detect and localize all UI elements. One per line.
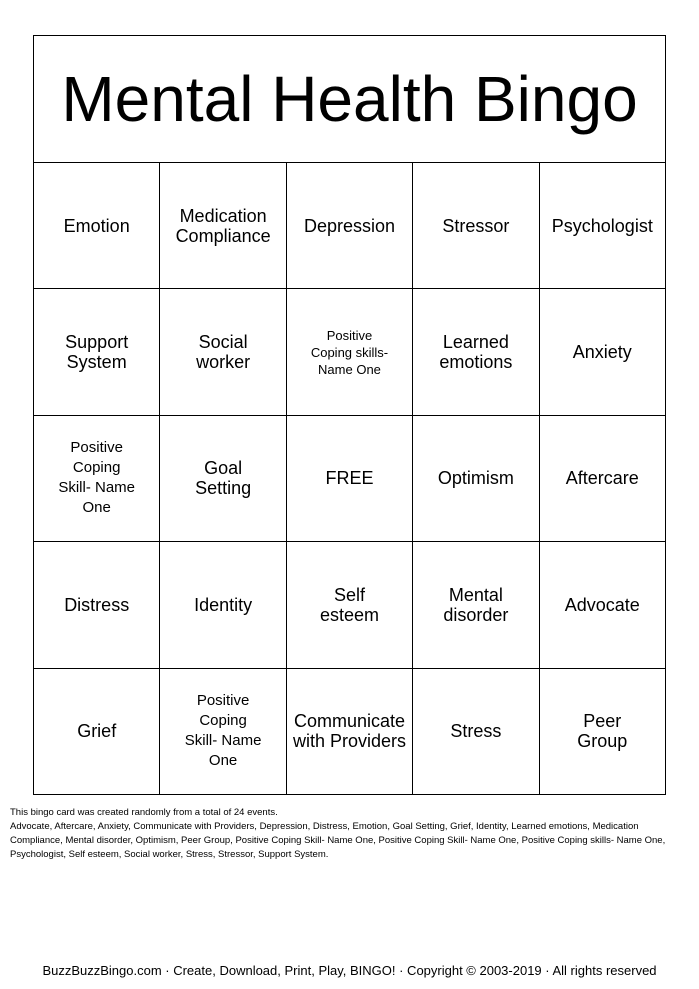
bingo-cell — [287, 163, 413, 289]
cell-label: Positive Coping Skill- Name One — [58, 439, 136, 517]
bingo-cell — [287, 289, 413, 415]
cell-label: Positive Coping skills- Name One — [310, 327, 389, 377]
cell-label: Peer Group — [577, 711, 628, 752]
cell-label: Emotion — [63, 215, 130, 236]
bingo-grid — [34, 163, 666, 795]
cell-label: Goal Setting — [195, 458, 252, 499]
bingo-cell — [160, 163, 286, 289]
bingo-cell — [540, 163, 666, 289]
bingo-cell — [413, 416, 539, 542]
card-title: Mental Health Bingo — [61, 63, 638, 135]
bingo-cell — [540, 542, 666, 668]
bingo-cell — [160, 289, 286, 415]
bingo-cell — [34, 669, 160, 795]
cell-label: Stressor — [442, 215, 510, 236]
bingo-cell — [287, 542, 413, 668]
bingo-cell — [413, 289, 539, 415]
bingo-cell — [160, 669, 286, 795]
bingo-cell — [413, 163, 539, 289]
cell-label: FREE — [325, 468, 374, 489]
cell-label: Advocate — [564, 594, 640, 615]
bingo-cell — [540, 289, 666, 415]
bingo-cell — [540, 669, 666, 795]
note-intro: This bingo card was created randomly from a total of 24 events. — [10, 807, 278, 818]
cell-label: Psychologist — [551, 215, 653, 236]
bingo-cell — [34, 163, 160, 289]
bingo-cell — [160, 542, 286, 668]
cell-label: Learned emotions — [439, 332, 513, 373]
cell-label: Communicate with Providers — [292, 711, 407, 752]
cell-label: Depression — [303, 215, 396, 236]
cell-label: Grief — [77, 721, 117, 742]
bingo-cell — [160, 416, 286, 542]
cell-label: Support System — [65, 332, 129, 373]
cell-label: Anxiety — [572, 342, 632, 363]
cell-label: Stress — [450, 721, 502, 742]
cell-label: Social worker — [196, 332, 251, 373]
bingo-cell — [413, 542, 539, 668]
cell-label: Distress — [64, 594, 130, 615]
bingo-cell — [34, 542, 160, 668]
bingo-cell — [413, 669, 539, 795]
bingo-card — [33, 35, 666, 795]
bingo-cell — [540, 416, 666, 542]
note-events: Advocate, Aftercare, Anxiety, Communicate with Providers, Depression, Distress, Emotion, Goal Setting, Grief, Identity, Learned emotions, Medication Compliance, Mental disorder, Optimism, Peer Group, Positive Coping Skill- Name One, Positive Coping Skill- Name One, Positive Coping skills- Name One, Psychologist, Self esteem, Social worker, Stress, Stressor, Support System. — [10, 821, 666, 860]
bingo-cell-free — [287, 416, 413, 542]
cell-label: Positive Coping Skill- Name One — [184, 692, 262, 770]
bingo-cell — [34, 416, 160, 542]
bingo-cell — [287, 669, 413, 795]
title-cell — [34, 36, 666, 163]
card-note — [10, 806, 690, 862]
bingo-cell — [34, 289, 160, 415]
cell-label: Self esteem — [319, 584, 379, 625]
cell-label: Optimism — [437, 468, 514, 489]
cell-label: Mental disorder — [443, 584, 509, 625]
cell-label: Identity — [194, 594, 253, 615]
footer-text: BuzzBuzzBingo.com · Create, Download, Print, Play, BINGO! · Copyright © 2003-2019 · All rights reserved — [42, 963, 657, 978]
cell-label: Aftercare — [565, 468, 639, 489]
cell-label: Medication Compliance — [175, 205, 271, 246]
